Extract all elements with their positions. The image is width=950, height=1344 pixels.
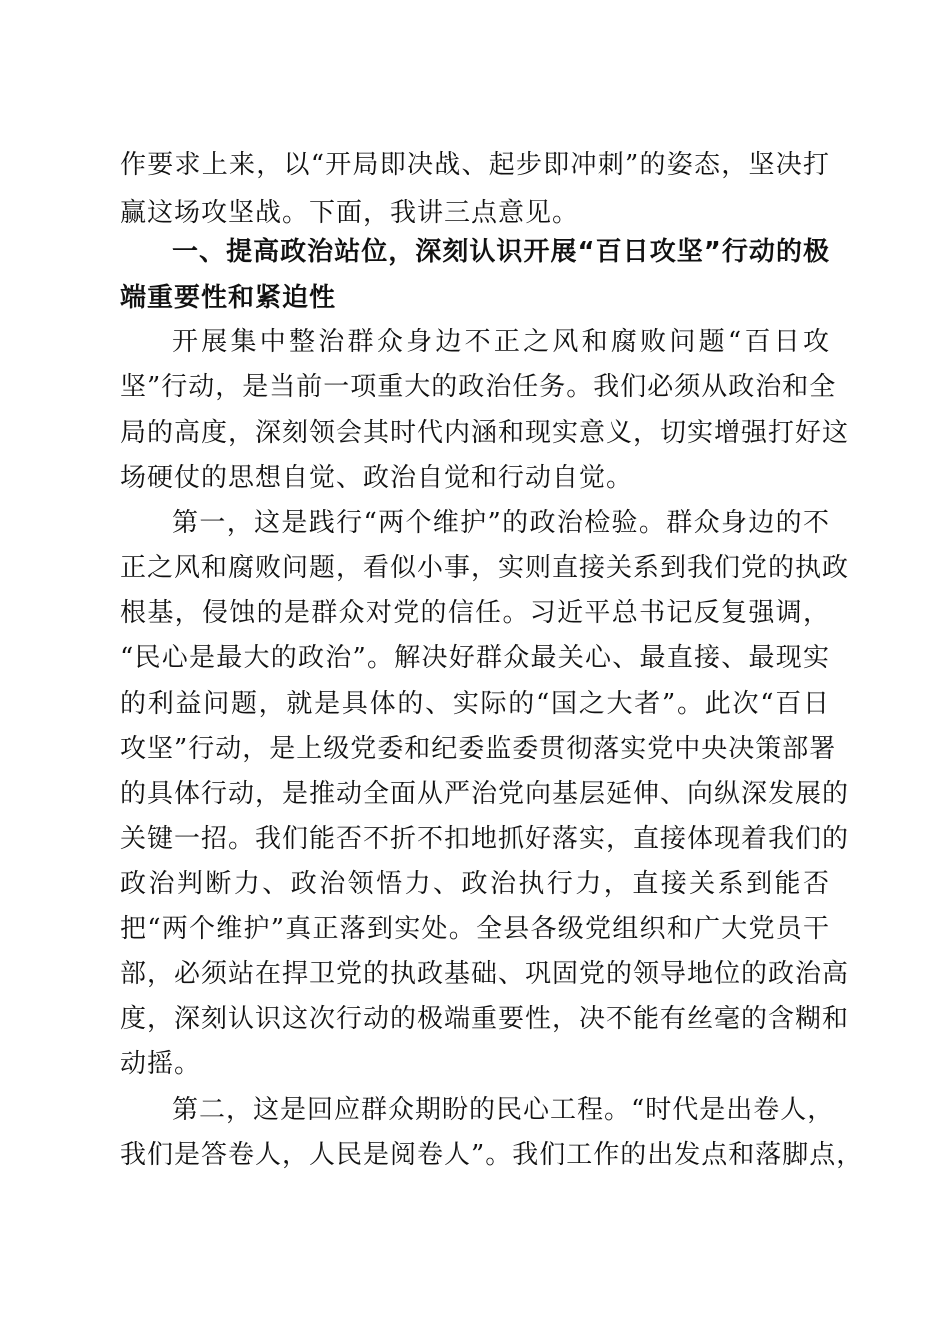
body-line: 作要求上来，以“开局即决战、起步即冲刺”的姿态，坚决打	[120, 150, 830, 180]
body-line: 第二，这是回应群众期盼的民心工程。“时代是出卷人，	[172, 1095, 835, 1125]
body-line: 第一，这是践行“两个维护”的政治检验。群众身边的不	[172, 508, 830, 538]
body-line: 开展集中整治群众身边不正之风和腐败问题“百日攻	[172, 327, 830, 357]
body-line: 正之风和腐败问题，看似小事，实则直接关系到我们党的执政	[120, 553, 850, 583]
body-line: 我们是答卷人，人民是阅卷人”。我们工作的出发点和落脚点，	[120, 1140, 864, 1170]
body-line: 的具体行动，是推动全面从严治党向基层延伸、向纵深发展的	[120, 779, 850, 809]
body-line: 赢这场攻坚战。下面，我讲三点意见。	[120, 198, 580, 228]
body-line: 部，必须站在捍卫党的执政基础、巩固党的领导地位的政治高	[120, 959, 850, 989]
body-line: 根基，侵蚀的是群众对党的信任。习近平总书记反复强调，	[120, 598, 830, 628]
body-line: 把“两个维护”真正落到实处。全县各级党组织和广大党员干	[120, 914, 830, 944]
body-line: 坚”行动，是当前一项重大的政治任务。我们必须从政治和全	[120, 372, 837, 402]
section-heading: 一、提高政治站位，深刻认识开展“百日攻坚”行动的极	[172, 237, 830, 267]
body-line: 攻坚”行动，是上级党委和纪委监委贯彻落实党中央决策部署	[120, 734, 837, 764]
body-line: “民心是最大的政治”。解决好群众最关心、最直接、最现实	[120, 643, 830, 673]
body-line: 动摇。	[120, 1049, 202, 1079]
body-line: 场硬仗的思想自觉、政治自觉和行动自觉。	[120, 463, 634, 493]
body-line: 的利益问题，就是具体的、实际的“国之大者”。此次“百日	[120, 689, 830, 719]
body-line: 局的高度，深刻领会其时代内涵和现实意义，切实增强打好这	[120, 418, 850, 448]
section-heading: 端重要性和紧迫性	[120, 283, 337, 313]
body-line: 关键一招。我们能否不折不扣地抓好落实，直接体现着我们的	[120, 824, 850, 854]
body-line: 政治判断力、政治领悟力、政治执行力，直接关系到能否	[120, 869, 830, 899]
body-line: 度，深刻认识这次行动的极端重要性，决不能有丝毫的含糊和	[120, 1004, 850, 1034]
